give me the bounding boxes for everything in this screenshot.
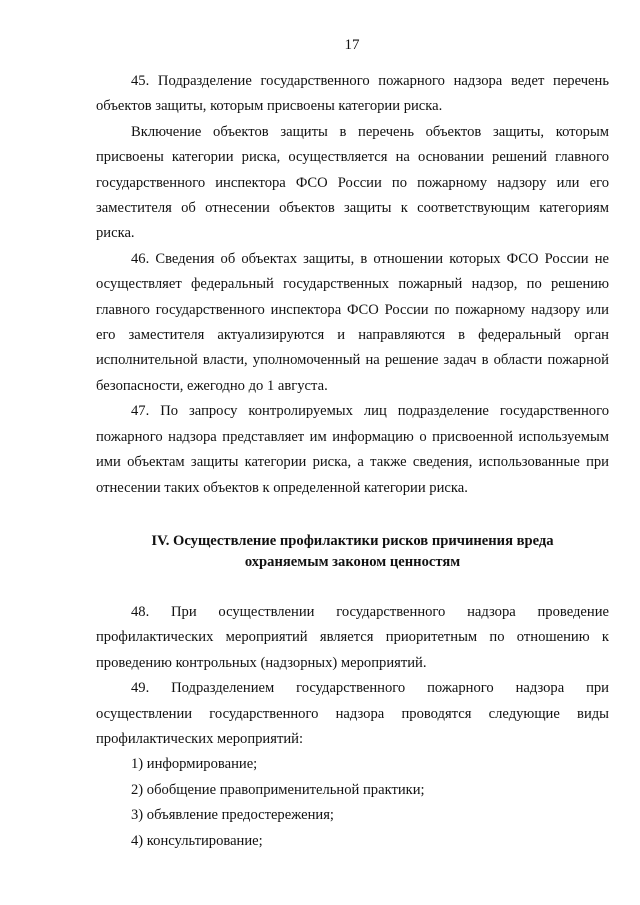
list-item: 2) обобщение правоприменительной практики; [131,781,425,798]
document-body [96,69,609,854]
list-item: 3) объявление предостережения; [131,807,334,824]
list-item: 1) информирование; [131,756,258,773]
paragraph-47: 47. По запросу контролируемых лиц подразделение государственного пожарного надзора представляет им информацию о присвоенной используемым ими объектам защиты категории риска, а также сведения, использованные при отнесении таких объектов к определенной категории риска. [96,403,609,496]
section-heading-line-2: охраняемым законом ценностям [244,553,461,570]
paragraph-45: 45. Подразделение государственного пожарного надзора ведет перечень объектов защиты, которым присвоены категории риска. [96,73,609,115]
page-number: 17 [344,37,360,53]
section-heading [96,531,609,573]
section-heading-line-1: IV. Осуществление профилактики рисков причинения вреда [151,532,554,549]
paragraph-49: 49. Подразделением государственного пожарного надзора при осуществлении государственного надзора проводятся следующие виды профилактических мероприятий: [96,680,609,747]
paragraph-48: 48. При осуществлении государственного надзора проведение профилактических мероприятий является приоритетным по отношению к проведению контрольных (надзорных) мероприятий. [96,603,609,671]
list-item: 4) консультирование; [131,832,263,849]
paragraph-46: 46. Сведения об объектах защиты, в отношении которых ФСО России не осуществляет федеральный государственных пожарный надзор, по решению главного государственного инспектора ФСО России по пожарному надзору или его заместителя актуализируются и направляются в федеральный орган исполнительной власти, уполномоченный на решение задач в области пожарной безопасности, ежегодно до 1 августа. [96,250,609,394]
paragraph-45-continuation: Включение объектов защиты в перечень объектов защиты, которым присвоены категории риска, осуществляется на основании решений главного государственного инспектора ФСО России по пожарному надзору или его заместителя об отнесении объектов защиты к соответствующим категориям риска. [96,123,609,242]
